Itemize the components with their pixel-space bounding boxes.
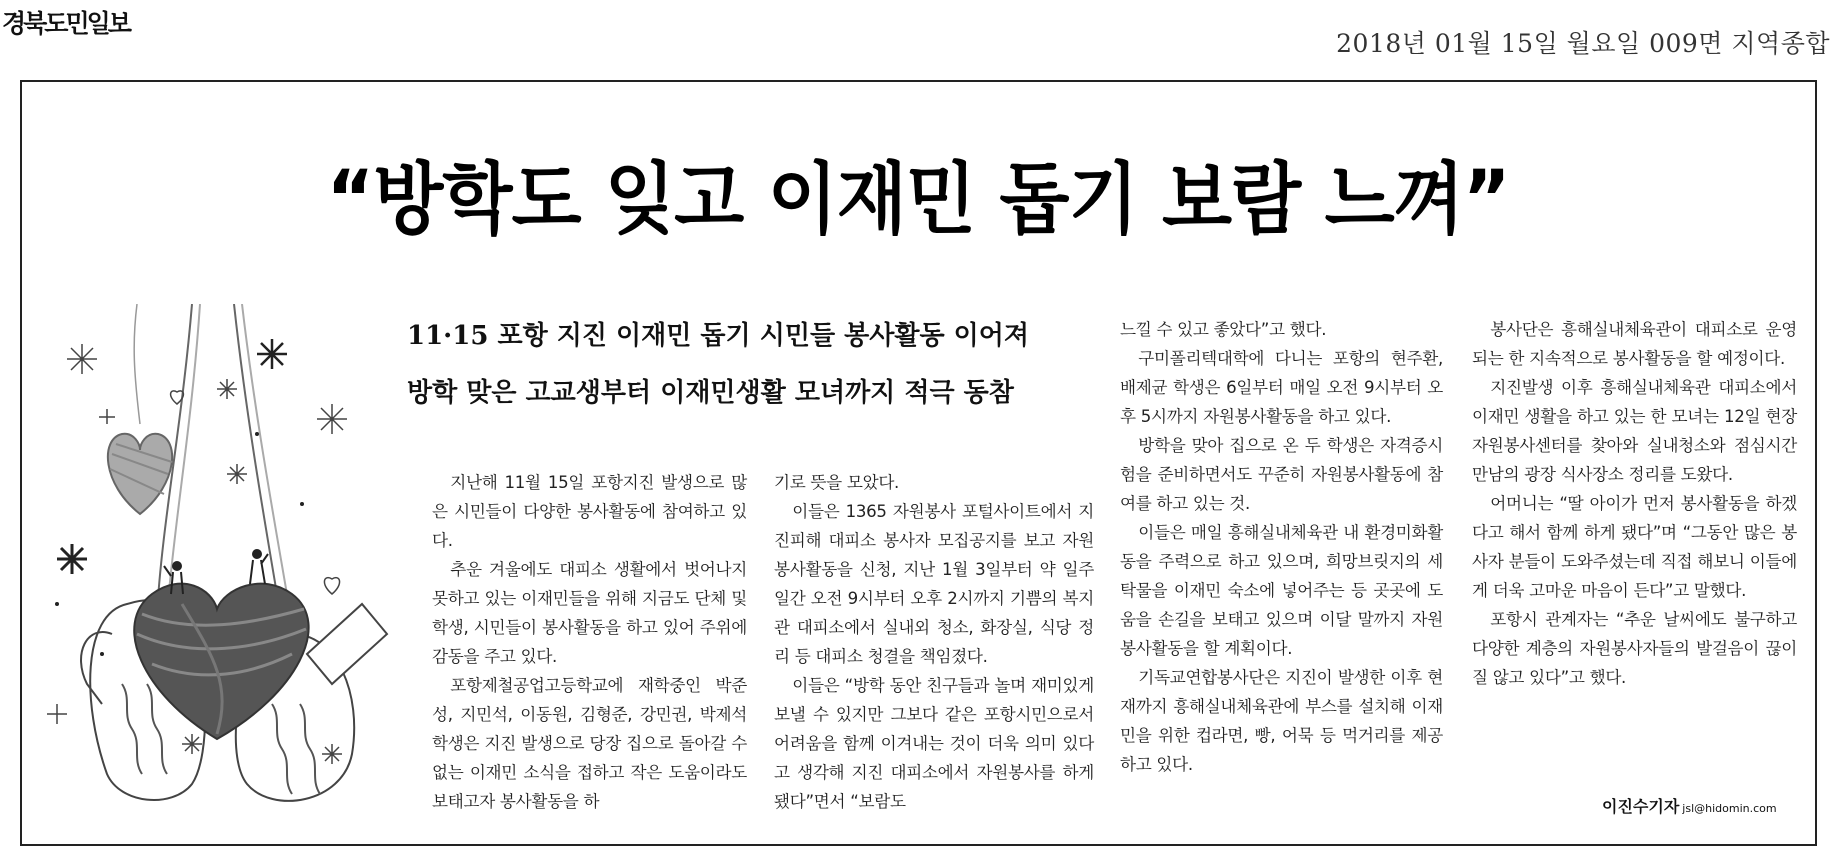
winter-heart-illustration	[42, 304, 402, 824]
paragraph: 어머니는 “딸 아이가 먼저 봉사활동을 하겠다고 해서 함께 하게 됐다”며 “그동안 많은 봉사자 분들이 도와주셨는데 직접 해보니 이들에게 더욱 고마운 마음이 든다”고 말했다.	[1472, 494, 1797, 600]
newspaper-masthead: 경북도민일보	[2, 9, 129, 38]
paragraph: 기로 뜻을 모았다.	[774, 473, 900, 492]
subheadline-1: 11·15 포항 지진 이재민 돕기 시민들 봉사활동 이어져	[407, 321, 1029, 351]
paragraph: 이들은 “방학 동안 친구들과 놀며 재미있게 보낼 수 있지만 그보다 같은 포항시민으로서 어려움을 함께 이겨내는 것이 더욱 의미 있다고 생각해 지진 대피소에서 자원봉사를 하게 됐다”면서 “보람도	[774, 676, 1094, 811]
byline	[1602, 794, 1777, 817]
headline	[22, 137, 1815, 249]
child-figure-icon	[172, 561, 182, 571]
article-column-1	[432, 468, 747, 816]
article-column-2	[774, 468, 1094, 816]
paragraph: 기독교연합봉사단은 지진이 발생한 이후 현재까지 흥해실내체육관에 부스를 설치해 이재민을 위한 컵라면, 빵, 어묵 등 먹거리를 제공하고 있다.	[1120, 668, 1443, 774]
headline-text: “방학도 잊고 이재민 돕기 보람 느껴”	[326, 155, 1511, 245]
paragraph: 포항제철공업고등학교에 재학중인 박준성, 지민석, 이동원, 김형준, 강민권, 박제석 학생은 지진 발생으로 당장 집으로 돌아갈 수 없는 이재민 소식을 접하고 작은 도움이라도 보태고자 봉사활동을 하	[432, 676, 747, 811]
reporter-email: jsl@hidomin.com	[1682, 802, 1777, 815]
paragraph: 추운 겨울에도 대피소 생활에서 벗어나지 못하고 있는 이재민들을 위해 지금도 단체 및 학생, 시민들이 봉사활동을 하고 있어 주위에 감동을 주고 있다.	[432, 560, 747, 666]
article-column-4	[1472, 315, 1797, 692]
yarn-heart-small-icon	[108, 434, 172, 514]
paragraph: 구미폴리텍대학에 다니는 포항의 현주환, 배제균 학생은 6일부터 매일 오전 9시부터 오후 5시까지 자원봉사활동을 하고 있다.	[1120, 349, 1443, 426]
subheadline-2: 방학 맞은 고교생부터 이재민생활 모녀까지 적극 동참	[407, 378, 1014, 408]
paragraph: 방학을 맞아 집으로 온 두 학생은 자격증시험을 준비하면서도 꾸준히 자원봉사활동에 참여를 하고 있는 것.	[1120, 436, 1443, 513]
paragraph: 이들은 1365 자원봉사 포털사이트에서 지진피해 대피소 봉사자 모집공지를 보고 자원봉사활동을 신청, 지난 1월 3일부터 약 일주일간 오전 9시부터 오후 2시까지 기쁨의 복지관 대피소에서 실내외 청소, 화장실, 식당 정리 등 대피소 청결을 책임졌다.	[774, 502, 1094, 666]
paragraph: 봉사단은 흥해실내체육관이 대피소로 운영되는 한 지속적으로 봉사활동을 할 예정이다.	[1472, 320, 1797, 368]
dateline: 2018년 01월 15일 월요일 009면 지역종합	[1336, 29, 1830, 58]
star-dot-icon	[300, 502, 304, 506]
paragraph: 느낄 수 있고 좋았다”고 했다.	[1120, 320, 1327, 339]
paragraph: 지진발생 이후 흥해실내체육관 대피소에서 이재민 생활을 하고 있는 한 모녀는 12일 현장자원봉사센터를 찾아와 실내청소와 점심시간 만남의 광장 식사장소 정리를 도왔다.	[1472, 378, 1797, 484]
reporter-name: 이진수기자	[1602, 797, 1680, 816]
star-dot-icon	[255, 432, 259, 436]
yarn-string-icon	[134, 304, 140, 424]
heart-outline-icon	[324, 578, 339, 594]
mitten-string-icon	[242, 304, 292, 624]
paragraph: 지난해 11월 15일 포항지진 발생으로 많은 시민들이 다양한 봉사활동에 참여하고 있다.	[432, 473, 747, 550]
star-dot-icon	[100, 652, 104, 656]
star-dot-icon	[55, 602, 59, 606]
article-frame	[20, 80, 1817, 846]
paragraph: 포항시 관계자는 “추운 날씨에도 불구하고 다양한 계층의 자원봉사자들의 발걸음이 끊이질 않고 있다”고 했다.	[1472, 610, 1797, 687]
article-column-3	[1120, 315, 1443, 779]
child-figure-icon	[252, 549, 262, 559]
paragraph: 이들은 매일 흥해실내체육관 내 환경미화활동을 주력으로 하고 있으며, 희망브릿지의 세탁물을 이재민 숙소에 넣어주는 등 곳곳에 도움을 손길을 보태고 있으며 이달 말까지 자원봉사활동을 할 계획이다.	[1120, 523, 1443, 658]
